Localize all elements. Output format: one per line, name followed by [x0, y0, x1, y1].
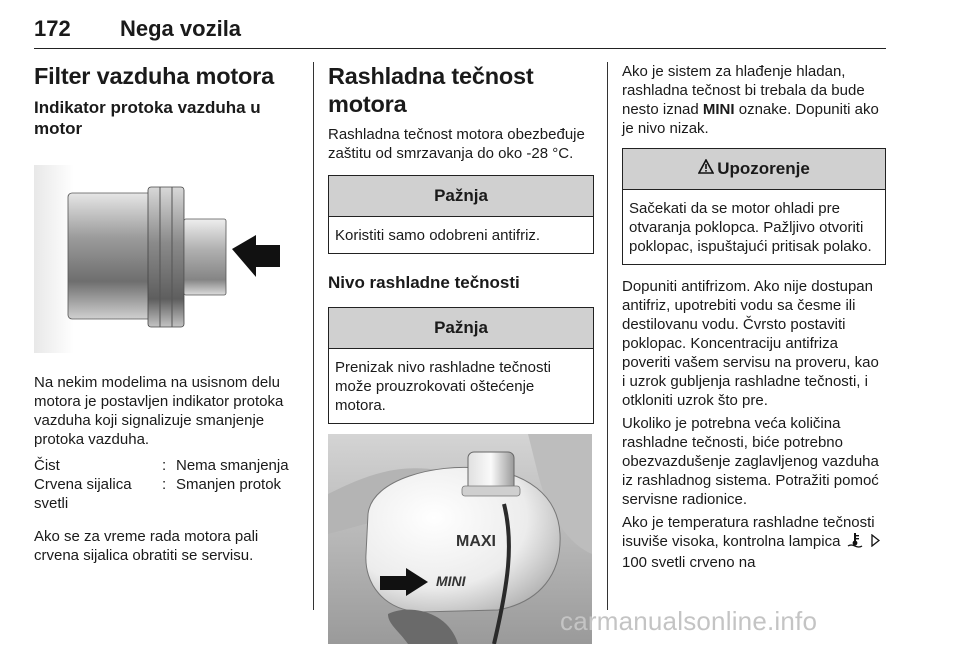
column-air-filter [34, 62, 300, 565]
cold-system-paragraph [622, 62, 886, 138]
notice-low-coolant [328, 307, 594, 424]
temperature-text-end: svetli crveno na [651, 554, 756, 571]
topup-paragraph: Dopuniti antifrizom. Ako nije dostupan antifriz, upotrebiti vodu sa česme ili destilovanu vodu. Čvrsto postaviti poklopac. Koncentraciju antifriza poveriti vašem servisu na proveru, kao i uzrok gubljenja rashladne tečnosti, i otkloniti uzrok što pre. [622, 278, 879, 409]
page-reference-icon [871, 533, 880, 552]
column-divider-2 [607, 62, 608, 610]
page-header [34, 4, 886, 49]
status-separator: : [162, 476, 167, 493]
status-value: Nema smanjenja [176, 457, 289, 474]
coolant-intro: Rashladna tečnost motora obezbeđuje zaštitu od smrzavanja do oko -28 °C. [328, 126, 585, 162]
indicator-status-table [34, 456, 300, 513]
subsection-title-coolant-level: Nivo rashladne tečnosti [328, 273, 520, 292]
maxi-label: MAXI [456, 533, 496, 550]
bleeding-paragraph: Ukoliko je potrebna veća količina rashladne tečnosti, biće potrebno obezvazdušenje zaglavljenog vazduha iz rashladnog sistema. Potražiti pomoć servisne radionice. [622, 415, 879, 508]
status-key: Crvena sijalica svetli [34, 476, 132, 512]
status-row-clean [34, 456, 300, 475]
temperature-paragraph [622, 513, 886, 572]
notice-text: Prenizak nivo rashladne tečnosti može prouzrokovati oštećenje motora. [335, 359, 551, 414]
notice-approved-antifreeze [328, 175, 594, 254]
section-title-air-filter: Filter vazduha motora [34, 63, 274, 89]
warning-heading [623, 149, 885, 190]
warning-text: Sačekati da se motor ohladi pre otvaranja poklopca. Pažljivo otvoriti poklopac, ispuštajući pritisak polako. [629, 200, 872, 255]
column-engine-coolant [328, 62, 594, 644]
section-title-engine-coolant: Rashladna tečnost motora [328, 63, 534, 117]
airflow-indicator-drawing [34, 157, 298, 361]
warning-triangle-icon [698, 149, 714, 189]
coolant-temperature-icon [847, 533, 863, 553]
status-key: Čist [34, 457, 60, 474]
red-lamp-instruction: Ako se za vreme rada motora pali crvena sijalica obratiti se servisu. [34, 528, 259, 564]
airflow-indicator-illustration [34, 157, 298, 361]
coolant-reservoir-drawing [328, 434, 592, 644]
notice-heading: Pažnja [329, 308, 593, 349]
notice-text: Koristiti samo odobreni antifriz. [335, 227, 541, 244]
mini-label: MINI [436, 573, 466, 589]
column-coolant-continued [622, 62, 886, 572]
status-value: Smanjen protok [176, 476, 282, 493]
page-reference-number: 100 [622, 554, 648, 571]
watermark: carmanualsonline.info [560, 606, 818, 636]
cold-system-text: Ako je sistem za hlađenje hladan, rashladna tečnost bi trebala da bude nesto iznad [622, 63, 865, 118]
warning-box [622, 148, 886, 265]
chapter-title: Nega vozila [120, 16, 242, 41]
column-divider-1 [313, 62, 314, 610]
temperature-text: Ako je temperatura rashladne tečnosti isuviše visoka, kontrolna lampica [622, 514, 875, 550]
warning-heading-text: Upozorenje [717, 159, 810, 178]
status-row-red-lamp [34, 475, 300, 513]
status-separator: : [162, 457, 167, 474]
mini-mark-bold: MINI [702, 101, 735, 118]
coolant-reservoir-illustration [328, 434, 592, 644]
air-filter-description: Na nekim modelima na usisnom delu motora je postavljen indikator protoka vazduha koji signalizuje smanjenje protoka vazduha. [34, 374, 284, 448]
page-number: 172 [34, 16, 71, 41]
notice-heading: Pažnja [329, 176, 593, 217]
subsection-title-airflow-indicator: Indikator protoka vazduha u motor [34, 98, 261, 138]
cold-system-text-end: oznake. Dopuniti ako je nivo nizak. [622, 101, 879, 137]
